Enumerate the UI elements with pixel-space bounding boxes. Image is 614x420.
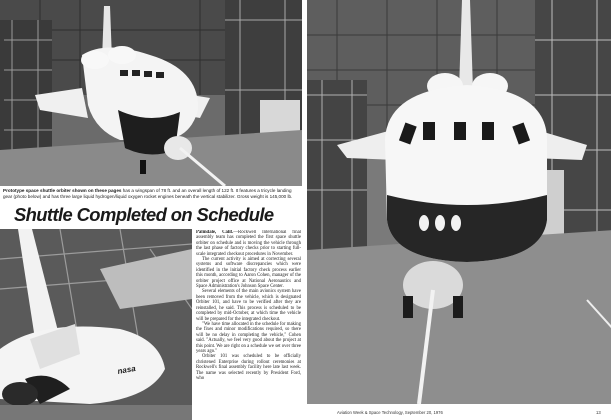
orbiter-rear-illustration — [0, 0, 302, 186]
left-page — [0, 0, 304, 420]
svg-text:nasa: nasa — [116, 363, 137, 376]
orbiter-front-illustration — [307, 0, 611, 404]
photo-orbiter-tail-nasa — [0, 229, 192, 420]
headline: Shuttle Completed on Schedule — [14, 204, 274, 225]
article-paragraph-text: —Rockwell International final assembly team has completed the first space shuttle orbiter on schedule and is moving the vehicle through the last phase of factory checks prior to starting full-scale integrated checkout procedures in November. — [196, 230, 301, 257]
footer-publication: Aviation Week & Space Technology, September 20, 1976 — [337, 410, 443, 415]
photo-caption — [3, 188, 301, 199]
article-paragraph — [196, 230, 301, 257]
footer-page-number: 13 — [596, 410, 601, 415]
article-paragraph: Several elements of the main avionics system have been removed from the vehicle, which is designated Orbiter 101, and have to be verified after they are reinstalled, he said. This process is scheduled to be completed by mid-October, at which time the vehicle will be prepared for the integrated checkout. — [196, 289, 301, 322]
photo-orbiter-top-rear — [0, 0, 302, 186]
caption-text: has a wingspan of 78 ft. and an overall length of 122 ft. It features a tricycle landing gear (photo below) and has three large liquid hydrogen/liquid oxygen rocket engines beneath the vertical stabilizer. Gross weight is 145,000 lb. — [3, 188, 293, 199]
orbiter-tail-illustration — [0, 229, 192, 420]
photo-orbiter-front-nose — [307, 0, 611, 404]
caption-lead: Prototype space shuttle orbiter shown on these pages — [3, 188, 122, 193]
article-paragraph: Orbiter 101 was scheduled to be officially christened Enterprise during rollout ceremonies at Rockwell's final assembly facility here late last week. The name was selected recently by President Ford, who — [196, 354, 301, 381]
article-paragraph: "We have time allocated in the schedule for making the fixes and minor modifications required, so there will be no delay in completing the vehicle," Cohen said. "Actually, we feel very good about the project at this point. We are right on a schedule we set over three years ago." — [196, 321, 301, 354]
right-page — [307, 0, 611, 420]
article-body — [196, 230, 301, 416]
article-paragraph: The current activity is aimed at correcting several systems and software discrepancies which were identified in the initial factory check process earlier this month, according to Aaron Cohen, manager of the orbiter project office at National Aeronautics and Space Administration's Johnson Space Center. — [196, 257, 301, 290]
article-dateline: Palmdale, Calif. — [196, 230, 234, 235]
